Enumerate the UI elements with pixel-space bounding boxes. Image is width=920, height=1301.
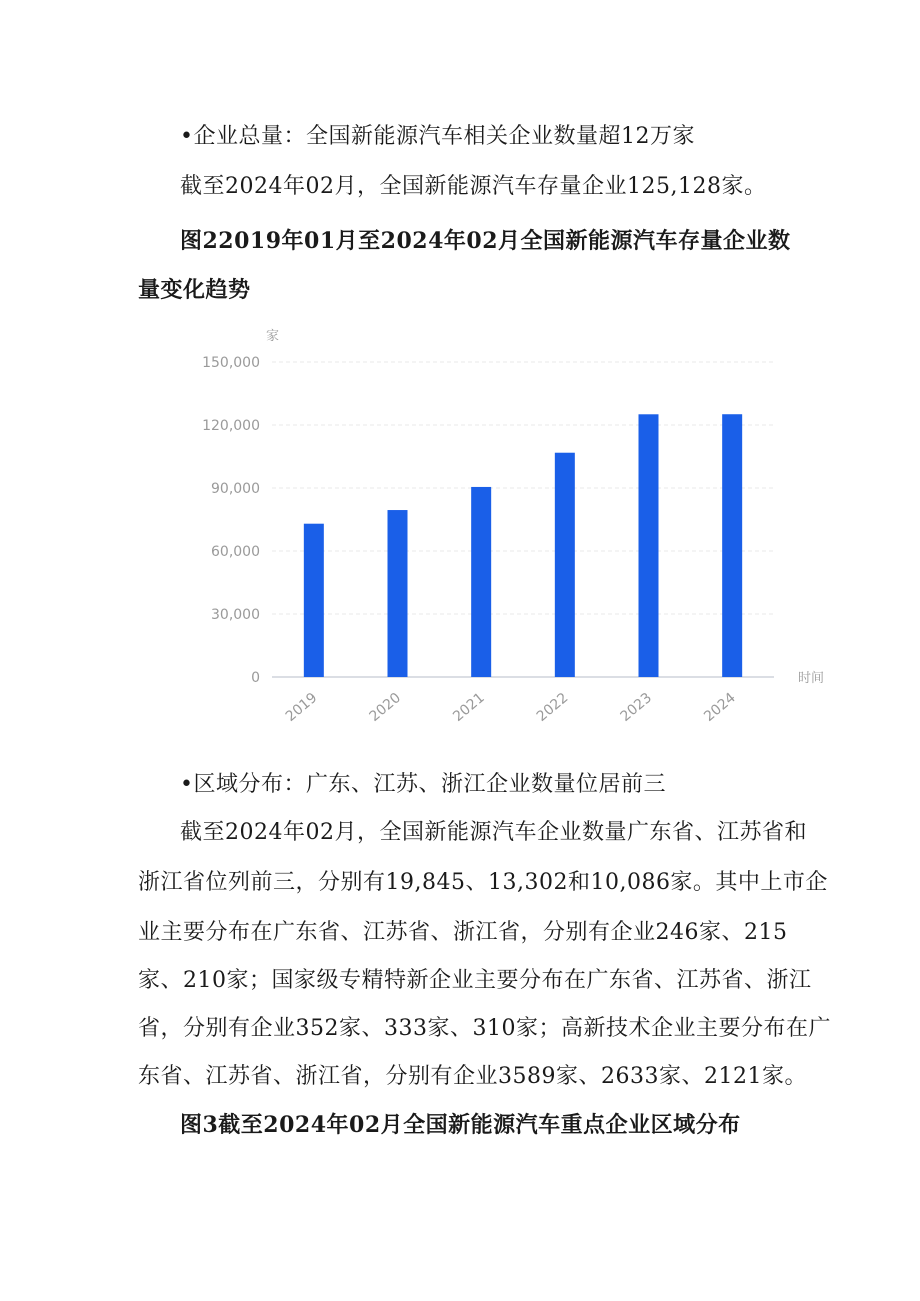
section2-paragraph-line: 浙江省位列前三，分别有19,845、13,302和10,086家。其中上市企 — [138, 870, 828, 895]
section2-paragraph-line: 省，分别有企业352家、333家、310家；高新技术企业主要分布在广 — [138, 1016, 831, 1041]
chart-bar — [639, 414, 659, 677]
section2-paragraph-line: 家、210家；国家级专精特新企业主要分布在广东省、江苏省、浙江 — [138, 968, 812, 993]
figure2-caption-line1: 图22019年01月至2024年02月全国新能源汽车存量企业数 — [180, 228, 791, 254]
chart-bars — [304, 414, 742, 677]
chart-y-tick-label: 60,000 — [211, 544, 260, 560]
chart-x-tick-label: 2024 — [701, 689, 739, 725]
chart-bar — [722, 414, 742, 677]
section2-paragraph-line: 东省、江苏省、浙江省，分别有企业3589家、2633家、2121家。 — [138, 1064, 807, 1089]
chart-x-axis — [283, 690, 739, 725]
chart-x-axis-label: 时间 — [798, 671, 825, 686]
figure3-caption: 图3截至2024年02月全国新能源汽车重点企业区域分布 — [180, 1112, 741, 1138]
figure2-caption-line2: 量变化趋势 — [138, 278, 251, 303]
chart-bar — [304, 524, 324, 677]
section2-paragraph-line: 截至2024年02月，全国新能源汽车企业数量广东省、江苏省和 — [180, 820, 807, 845]
section2-paragraph-line: 业主要分布在广东省、江苏省、浙江省，分别有企业246家、215 — [138, 920, 788, 945]
section1-paragraph: 截至2024年02月，全国新能源汽车存量企业125,128家。 — [180, 174, 767, 199]
chart-y-tick-label: 30,000 — [211, 607, 260, 623]
section2-heading: •区域分布：广东、江苏、浙江企业数量位居前三 — [180, 772, 666, 797]
chart-gridlines — [272, 362, 774, 677]
chart-bar — [471, 487, 491, 677]
chart-y-tick-label: 120,000 — [202, 418, 260, 434]
section1-heading: •企业总量：全国新能源汽车相关企业数量超12万家 — [180, 124, 695, 149]
enterprise-count-bar-chart — [180, 320, 840, 730]
chart-bar — [555, 453, 575, 677]
chart-x-tick-label: 2021 — [450, 689, 488, 725]
chart-x-tick-label: 2020 — [366, 689, 405, 725]
chart-y-tick-label: 0 — [251, 670, 260, 686]
chart-x-tick-label: 2019 — [282, 689, 321, 725]
chart-y-tick-label: 150,000 — [202, 355, 260, 371]
chart-y-axis — [202, 355, 260, 686]
chart-y-tick-label: 90,000 — [211, 481, 260, 497]
chart-x-tick-label: 2023 — [617, 689, 656, 725]
chart-bar — [388, 510, 408, 677]
chart-x-tick-label: 2022 — [533, 689, 572, 725]
chart-y-axis-label: 家 — [266, 329, 280, 344]
